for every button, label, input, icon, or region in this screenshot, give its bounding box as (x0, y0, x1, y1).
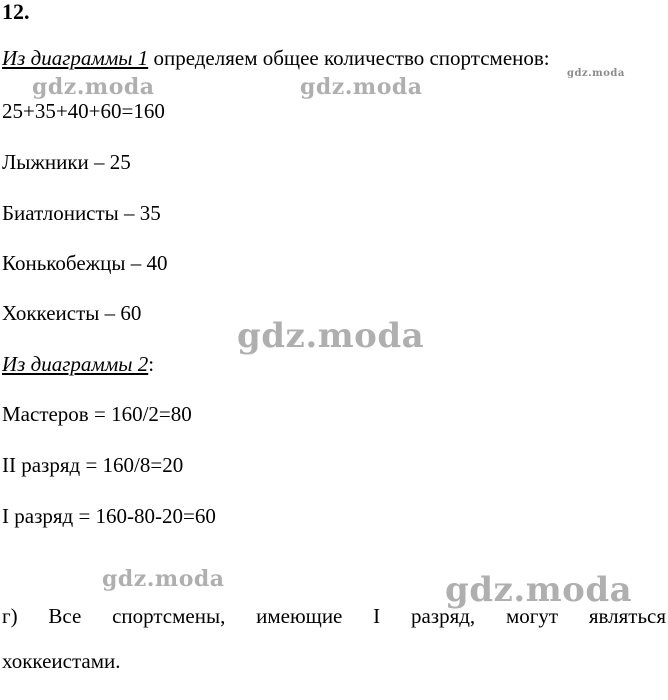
answer-word: I (373, 604, 381, 628)
calc-masters: Мастеров = 160/2=80 (2, 402, 192, 426)
intro-text: определяем общее количество спортсменов: (148, 46, 550, 70)
total-sum: 25+35+40+60=160 (2, 99, 165, 123)
watermark: gdz.moda (102, 566, 225, 592)
item-biathletes: Биатлонисты – 35 (2, 201, 161, 225)
diagram-2-reference: Из диаграммы 2 (2, 352, 149, 376)
watermark: gdz.moda (32, 74, 155, 100)
answer-word: имеющие (256, 604, 343, 628)
answer-word: могут (505, 604, 559, 628)
diagram-1-reference: Из диаграммы 1 (2, 46, 149, 70)
answer-word: Все (48, 604, 82, 628)
diagram-2-line (2, 352, 154, 376)
item-skiers: Лыжники – 25 (2, 150, 131, 174)
calc-first-rank: I разряд = 160-80-20=60 (2, 504, 216, 528)
answer-word: являться (588, 604, 666, 628)
item-hockey-players: Хоккеисты – 60 (2, 301, 142, 325)
diagram-2-colon: : (148, 352, 155, 376)
answer-word: г) (2, 604, 18, 628)
answer-word: спортсмены, (112, 604, 226, 628)
answer-word: разряд, (410, 604, 476, 628)
watermark: gdz.moda (300, 74, 423, 100)
item-speed-skaters: Конькобежцы – 40 (2, 251, 168, 275)
watermark: gdz.moda (237, 316, 425, 356)
watermark: gdz.moda (567, 68, 625, 79)
watermark: gdz.moda (445, 570, 633, 610)
intro-line (2, 46, 550, 70)
answer-line-2: хоккеистами. (2, 649, 121, 673)
calc-second-rank: II разряд = 160/8=20 (2, 453, 184, 477)
task-number: 12. (2, 0, 30, 24)
